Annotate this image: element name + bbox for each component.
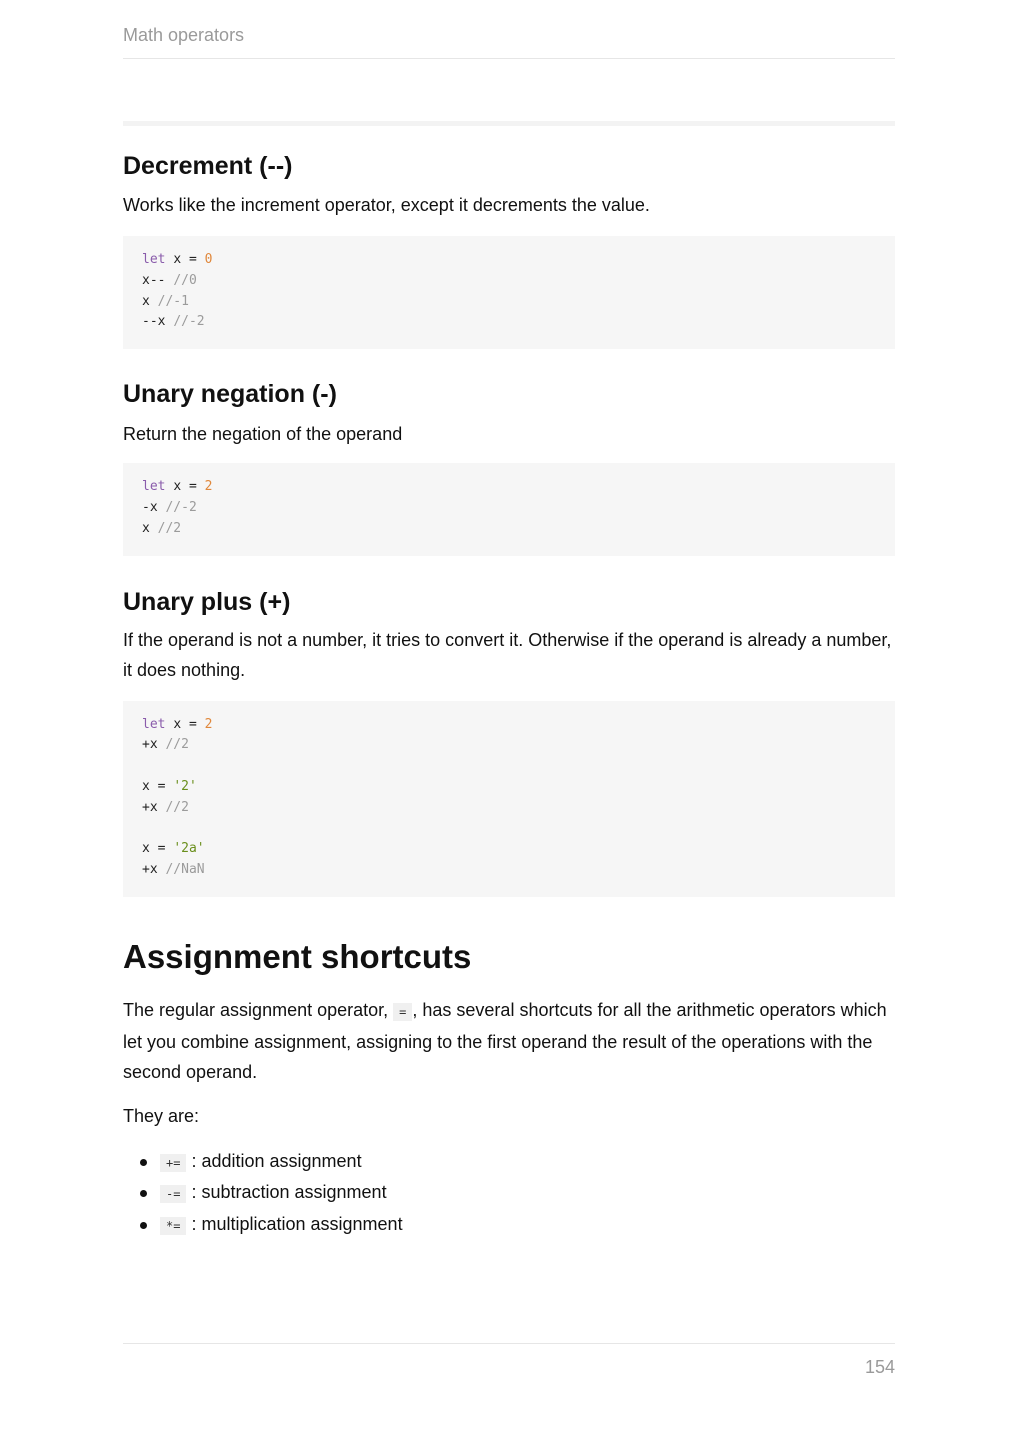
code-token: //-2 (173, 314, 205, 330)
list-item (123, 1147, 895, 1179)
code-line (142, 800, 189, 815)
code-token: //2 (165, 737, 189, 753)
section-heading-assignment-shortcuts: Assignment shortcuts (123, 937, 472, 975)
list-item-label: : addition assignment (191, 1150, 362, 1171)
code-token: +x (142, 737, 166, 753)
code-token: +x (142, 862, 166, 878)
code-line (142, 314, 205, 329)
inline-code-operator: += (160, 1154, 186, 1172)
code-token: '2' (173, 778, 197, 794)
code-token: let (142, 716, 174, 732)
code-token: x (142, 520, 158, 536)
header-divider (123, 58, 895, 59)
code-line (142, 737, 189, 752)
code-token: let (142, 252, 174, 267)
page-content (123, 150, 895, 1241)
code-line (142, 717, 212, 732)
code-line (142, 779, 197, 794)
code-line (142, 294, 189, 309)
list-item-label: : multiplication assignment (191, 1213, 403, 1234)
intro-text-before: The regular assignment operator, (123, 999, 394, 1020)
code-line (142, 500, 197, 515)
list-item (123, 1210, 895, 1242)
code-token: 0 (204, 252, 213, 267)
code-token: '2a' (173, 841, 205, 857)
code-token: //2 (157, 520, 182, 536)
previous-code-block-edge (123, 121, 895, 126)
unary-negation-description: Return the negation of the operand (123, 424, 403, 445)
bullet-icon (140, 1222, 147, 1229)
code-token: x = (173, 479, 205, 495)
code-line (142, 862, 205, 877)
section-heading-unary-plus: Unary plus (+) (123, 587, 291, 616)
running-header: Math operators (123, 25, 245, 45)
code-token: -x (142, 499, 166, 515)
inline-code-operator: *= (160, 1217, 186, 1235)
code-token: x = (142, 841, 174, 857)
code-token: x = (173, 252, 205, 267)
unary-plus-code-block (123, 701, 895, 897)
code-token: x = (173, 716, 205, 732)
code-token: 2 (204, 716, 213, 732)
assignment-operator-list (123, 1147, 895, 1242)
section-heading-decrement: Decrement (--) (123, 152, 293, 180)
bullet-icon (140, 1159, 147, 1166)
code-token: let (142, 479, 174, 495)
code-token: +x (142, 799, 166, 815)
list-item-label: : subtraction assignment (191, 1182, 387, 1203)
inline-code-operator: -= (160, 1185, 186, 1203)
code-line (142, 273, 197, 288)
code-token: x (142, 293, 158, 309)
unary-negation-code-block (123, 463, 895, 555)
inline-code-assign: = (393, 1003, 412, 1021)
code-token: x = (142, 778, 174, 794)
bullet-icon (140, 1190, 147, 1197)
code-line (142, 479, 212, 494)
unary-plus-description: If the operand is not a number, it tries to convert it. Otherwise if the operand is already a number, it does nothing. (123, 629, 892, 680)
they-are-text: They are: (123, 1105, 200, 1126)
intro-text-after: , has several shortcuts for all the arithmetic operators which let you combine assignment, assigning to the first operand the result of the operations with the second operand. (123, 999, 887, 1082)
code-token: //NaN (165, 862, 205, 878)
code-token: x-- (142, 272, 174, 288)
footer-divider (123, 1343, 895, 1344)
decrement-description: Works like the increment operator, except it decrements the value. (123, 195, 650, 215)
code-line (142, 841, 205, 856)
assignment-shortcuts-intro (123, 995, 895, 1087)
decrement-code-block (123, 236, 895, 349)
section-heading-unary-negation: Unary negation (-) (123, 380, 337, 409)
code-token: 2 (204, 479, 213, 495)
code-token: //2 (165, 799, 189, 815)
page-number: 154 (864, 1357, 895, 1377)
code-line (142, 252, 212, 267)
code-token: --x (142, 314, 174, 330)
code-token: //-2 (165, 499, 197, 515)
code-token: //0 (173, 272, 197, 288)
list-item (123, 1178, 895, 1210)
code-token: //-1 (157, 293, 189, 309)
code-line (142, 521, 181, 536)
